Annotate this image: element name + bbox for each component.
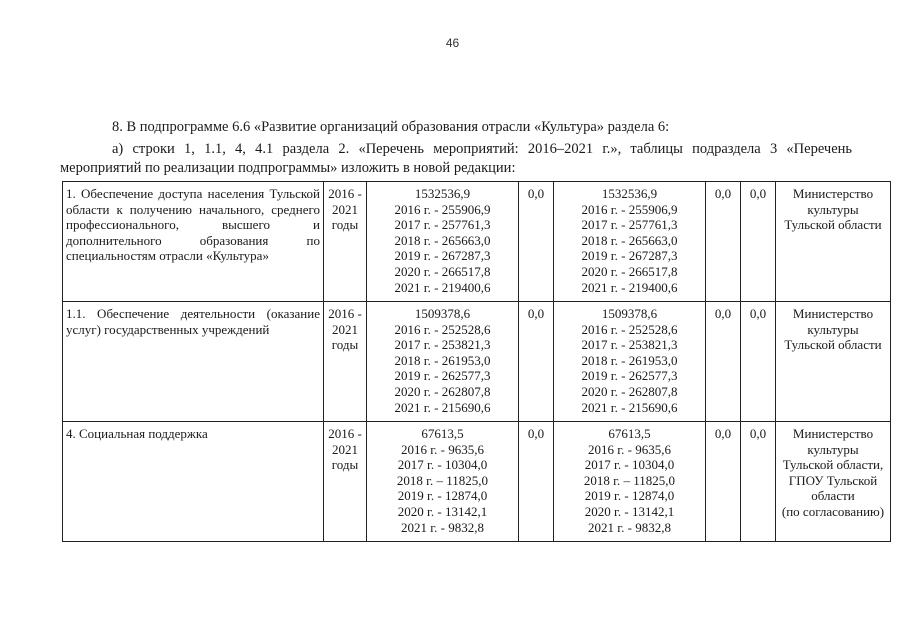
regional-funding-cell-line: 2019 г. - 262577,3 <box>581 368 678 384</box>
regional-funding-cell <box>554 302 706 422</box>
responsible-org-cell <box>776 182 891 302</box>
period-cell-line: 2016 - <box>328 306 362 321</box>
total-funding-cell-line: 2020 г. - 13142,1 <box>397 503 488 519</box>
measure-name-cell: 1.1. Обеспечение деятельности (оказание услуг) государственных учреждений <box>63 302 324 422</box>
regional-funding-cell-line: 2019 г. - 267287,3 <box>581 248 678 264</box>
funding-col6-cell: 0,0 <box>741 422 776 542</box>
period-cell-line: годы <box>331 217 359 233</box>
responsible-org-cell-line: Тульской области <box>784 217 882 233</box>
responsible-org-cell-line: области <box>811 488 855 504</box>
total-funding-cell-line: 2021 г. - 9832,8 <box>401 519 484 535</box>
total-funding-cell-line: 2017 г. - 10304,0 <box>397 457 488 473</box>
responsible-org-cell-line: Министерство <box>792 426 874 441</box>
responsible-org-cell-line: Министерство <box>792 186 874 201</box>
regional-funding-cell-line: 2019 г. - 12874,0 <box>584 488 675 504</box>
measures-table-body <box>63 182 891 542</box>
regional-funding-cell-line: 2020 г. - 262807,8 <box>581 383 678 399</box>
regional-funding-cell-line: 67613,5 <box>608 426 651 441</box>
period-cell-line: годы <box>331 457 359 473</box>
total-funding-cell-line: 1532536,9 <box>414 186 471 201</box>
responsible-org-cell-line: культуры <box>807 321 859 337</box>
regional-funding-cell-line: 1509378,6 <box>601 306 658 321</box>
total-funding-cell-line: 2017 г. - 253821,3 <box>394 337 491 353</box>
total-funding-cell-line: 2021 г. - 219400,6 <box>394 279 491 295</box>
total-funding-cell-line: 2019 г. - 267287,3 <box>394 248 491 264</box>
total-funding-cell-line: 2021 г. - 215690,6 <box>394 399 491 415</box>
regional-funding-cell-line: 2016 г. - 255906,9 <box>581 201 678 217</box>
regional-funding-cell <box>554 422 706 542</box>
total-funding-cell-line: 67613,5 <box>421 426 464 441</box>
responsible-org-cell-line: культуры <box>807 201 859 217</box>
regional-funding-cell-line: 2020 г. - 266517,8 <box>581 263 678 279</box>
responsible-org-cell-line: Министерство <box>792 306 874 321</box>
funding-col6-cell: 0,0 <box>741 182 776 302</box>
responsible-org-cell-line: культуры <box>807 441 859 457</box>
regional-funding-cell-line: 2017 г. - 10304,0 <box>584 457 675 473</box>
responsible-org-cell-line: Тульской области <box>784 337 882 353</box>
total-funding-cell-line: 2016 г. - 252528,6 <box>394 321 491 337</box>
measure-name-cell: 4. Социальная поддержка <box>63 422 324 542</box>
regional-funding-cell-line: 2021 г. - 9832,8 <box>588 519 671 535</box>
period-cell-line: 2021 <box>332 441 358 457</box>
total-funding-cell <box>367 422 519 542</box>
table-row <box>63 422 891 542</box>
regional-funding-cell-line: 2016 г. - 9635,6 <box>588 441 671 457</box>
total-funding-cell-line: 2020 г. - 266517,8 <box>394 263 491 279</box>
funding-col3-cell: 0,0 <box>519 182 554 302</box>
responsible-org-cell-line: ГПОУ Тульской <box>788 472 878 488</box>
total-funding-cell-line: 2018 г. – 11825,0 <box>396 472 489 488</box>
period-cell-line: 2016 - <box>328 426 362 441</box>
table-row <box>63 302 891 422</box>
period-cell-line: 2021 <box>332 201 358 217</box>
funding-col6-cell: 0,0 <box>741 302 776 422</box>
measure-name-cell: 1. Обеспечение доступа населения Тульской области к получению начального, среднего профессионального, высшего и дополнительного образования по специальностям отрасли «Культура» <box>63 182 324 302</box>
total-funding-cell-line: 2018 г. - 261953,0 <box>394 352 491 368</box>
total-funding-cell-line: 2018 г. - 265663,0 <box>394 232 491 248</box>
responsible-org-cell-line: Тульской области, <box>782 457 884 473</box>
table-row <box>63 182 891 302</box>
funding-col5-cell: 0,0 <box>706 422 741 542</box>
total-funding-cell-line: 2020 г. - 262807,8 <box>394 383 491 399</box>
period-cell <box>324 302 367 422</box>
period-cell-line: 2016 - <box>328 186 362 201</box>
period-cell <box>324 182 367 302</box>
total-funding-cell-line: 2017 г. - 257761,3 <box>394 217 491 233</box>
paragraph-item-a: а) строки 1, 1.1, 4, 4.1 раздела 2. «Перечень мероприятий: 2016–2021 г.», таблицы подраздела 3 «Перечень мероприятий по реализации подпрограммы» изложить в новой редакции: <box>60 140 852 176</box>
regional-funding-cell-line: 2017 г. - 253821,3 <box>581 337 678 353</box>
responsible-org-cell <box>776 302 891 422</box>
paragraph-item-8: 8. В подпрограмме 6.6 «Развитие организаций образования отрасли «Культура» раздела 6: <box>112 118 670 135</box>
regional-funding-cell-line: 2018 г. – 11825,0 <box>583 472 676 488</box>
total-funding-cell-line: 2016 г. - 9635,6 <box>401 441 484 457</box>
responsible-org-cell-line: (по согласованию) <box>781 503 885 519</box>
period-cell <box>324 422 367 542</box>
regional-funding-cell-line: 1532536,9 <box>601 186 658 201</box>
page-number: 46 <box>445 36 460 50</box>
regional-funding-cell-line: 2016 г. - 252528,6 <box>581 321 678 337</box>
funding-col3-cell: 0,0 <box>519 422 554 542</box>
measures-table <box>62 181 891 542</box>
regional-funding-cell-line: 2021 г. - 219400,6 <box>581 279 678 295</box>
total-funding-cell-line: 2019 г. - 262577,3 <box>394 368 491 384</box>
total-funding-cell-line: 1509378,6 <box>414 306 471 321</box>
regional-funding-cell <box>554 182 706 302</box>
regional-funding-cell-line: 2017 г. - 257761,3 <box>581 217 678 233</box>
funding-col5-cell: 0,0 <box>706 182 741 302</box>
total-funding-cell <box>367 182 519 302</box>
regional-funding-cell-line: 2018 г. - 261953,0 <box>581 352 678 368</box>
total-funding-cell <box>367 302 519 422</box>
regional-funding-cell-line: 2020 г. - 13142,1 <box>584 503 675 519</box>
funding-col5-cell: 0,0 <box>706 302 741 422</box>
funding-col3-cell: 0,0 <box>519 302 554 422</box>
regional-funding-cell-line: 2021 г. - 215690,6 <box>581 399 678 415</box>
period-cell-line: годы <box>331 337 359 353</box>
total-funding-cell-line: 2016 г. - 255906,9 <box>394 201 491 217</box>
period-cell-line: 2021 <box>332 321 358 337</box>
total-funding-cell-line: 2019 г. - 12874,0 <box>397 488 488 504</box>
regional-funding-cell-line: 2018 г. - 265663,0 <box>581 232 678 248</box>
responsible-org-cell <box>776 422 891 542</box>
